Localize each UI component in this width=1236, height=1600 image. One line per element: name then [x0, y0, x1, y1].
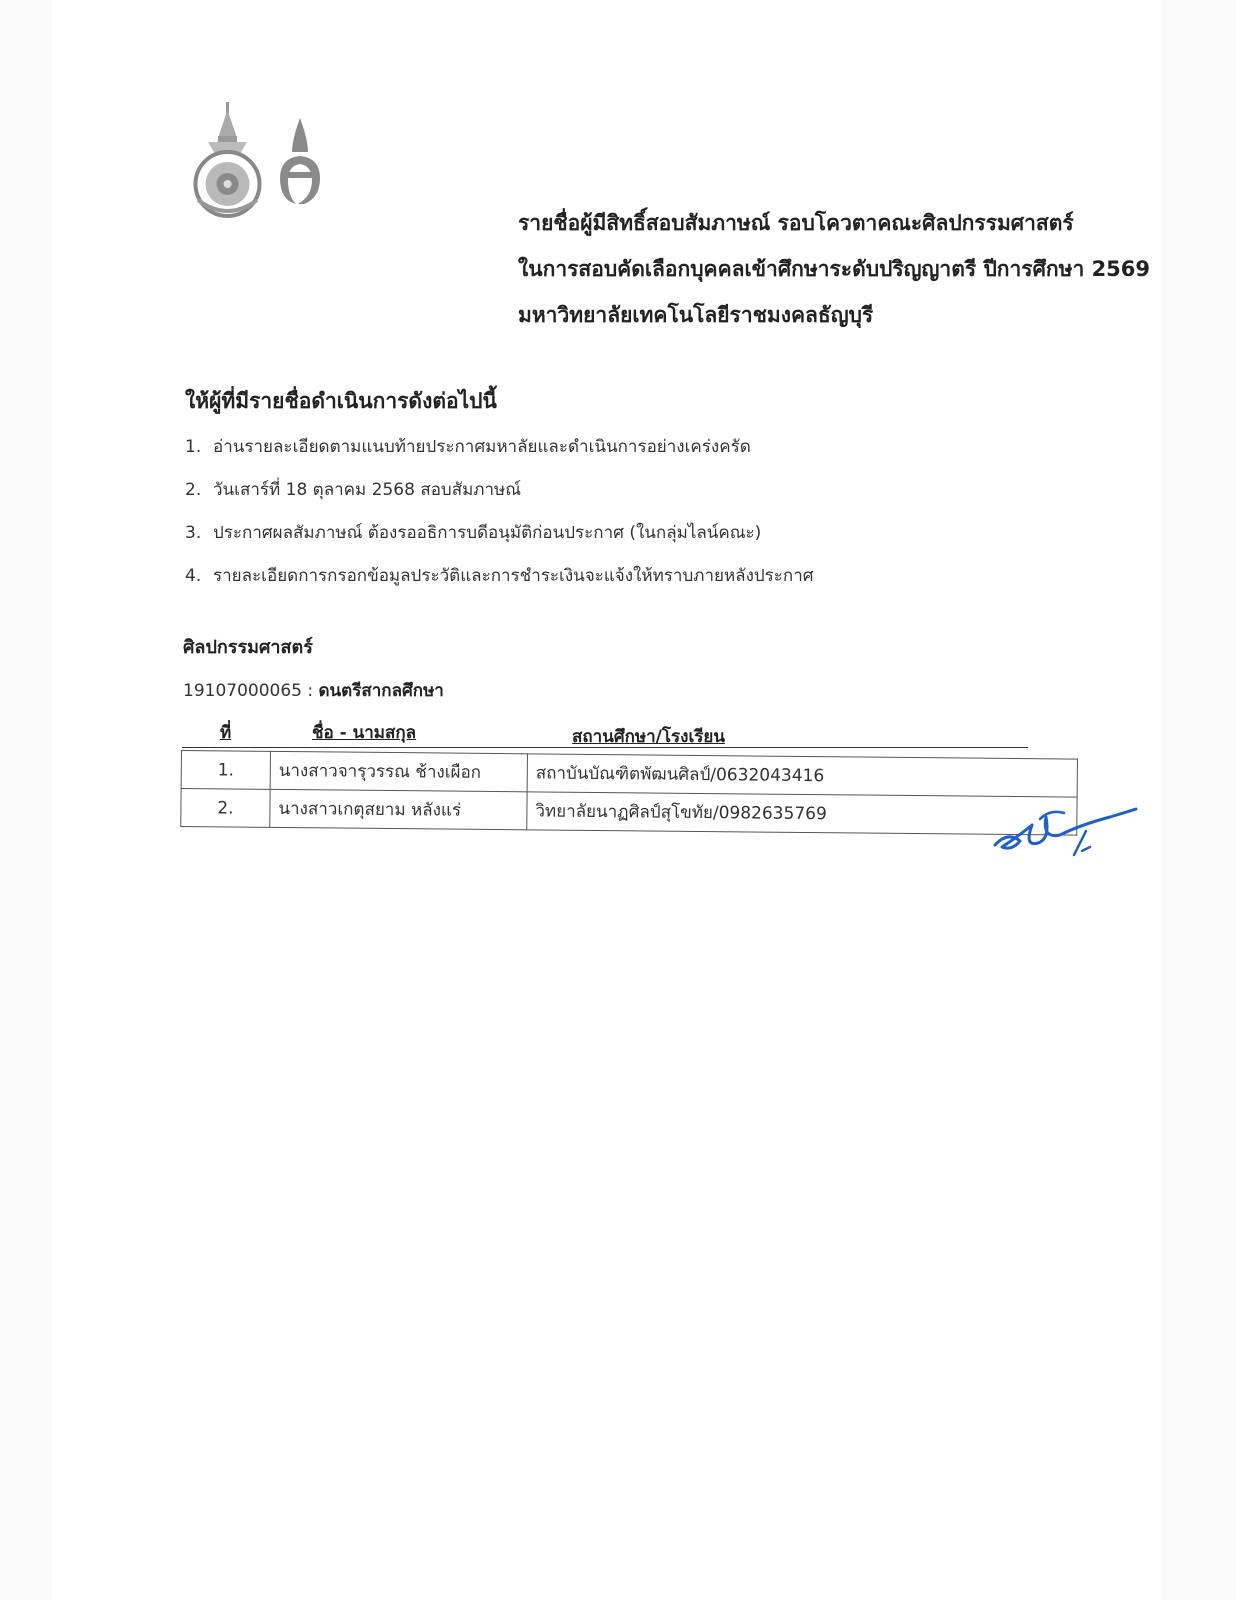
list-item — [185, 432, 985, 475]
title-line-2: ในการสอบคัดเลือกบุคคลเข้าศึกษาระดับปริญญาตรี ปีการศึกษา 2569 — [518, 257, 1151, 281]
faculty-name: ศิลปกรรมศาสตร์ — [183, 637, 313, 658]
column-header-no: ที่ — [220, 723, 232, 743]
item-text: รายละเอียดการกรอกข้อมูลประวัติและการชำระเงินจะแจ้งให้ทราบภายหลังประกาศ — [213, 566, 814, 586]
program-code: 19107000065 : — [183, 681, 319, 701]
university-emblem-icon — [280, 118, 320, 204]
instructions-heading: ให้ผู้ที่มีรายชื่อดำเนินการดังต่อไปนี้ — [185, 389, 497, 413]
list-item — [185, 475, 985, 518]
cell-school: สถาบันบัณฑิตพัฒนศิลป์/0632043416 — [527, 754, 1077, 797]
item-text: วันเสาร์ที่ 18 ตุลาคม 2568 สอบสัมภาษณ์ — [213, 480, 522, 500]
title-line-1: รายชื่อผู้มีสิทธิ์สอบสัมภาษณ์ รอบโควตาคณะศิลปกรรมศาสตร์ — [518, 211, 1074, 235]
program-line — [183, 677, 444, 704]
item-number: 1. — [185, 437, 202, 457]
instructions-list — [185, 432, 985, 604]
table-row — [181, 789, 1077, 836]
list-item — [185, 518, 985, 561]
table-header — [182, 715, 1028, 748]
logos-group — [188, 100, 338, 220]
program-name: ดนตรีสากลศึกษา — [318, 681, 444, 701]
cell-no: 1. — [181, 751, 270, 790]
applicants-table — [180, 750, 1078, 836]
cell-no: 2. — [181, 789, 270, 828]
item-number: 3. — [185, 523, 202, 543]
title-line-3: มหาวิทยาลัยเทคโนโลยีราชมงคลธัญบุรี — [518, 303, 874, 327]
column-header-name: ชื่อ - นามสกุล — [312, 723, 417, 743]
cell-name: นางสาวจารุวรรณ ช้างเผือก — [270, 751, 527, 791]
document-title — [518, 200, 1158, 338]
column-header-school: สถานศึกษา/โรงเรียน — [572, 727, 725, 747]
cell-school: วิทยาลัยนาฏศิลป์สุโขทัย/0982635769 — [527, 792, 1077, 835]
royal-crest-icon — [196, 102, 260, 216]
item-number: 2. — [185, 480, 202, 500]
signature-icon — [990, 795, 1140, 860]
item-number: 4. — [185, 566, 202, 586]
item-text: ประกาศผลสัมภาษณ์ ต้องรออธิการบดีอนุมัติก่อนประกาศ (ในกลุ่มไลน์คณะ) — [213, 523, 762, 543]
item-text: อ่านรายละเอียดตามแนบท้ายประกาศมหาลัยและดำเนินการอย่างเคร่งครัด — [213, 437, 751, 457]
cell-name: นางสาวเกตุสยาม หลังแร่ — [270, 789, 527, 829]
list-item — [185, 561, 985, 604]
